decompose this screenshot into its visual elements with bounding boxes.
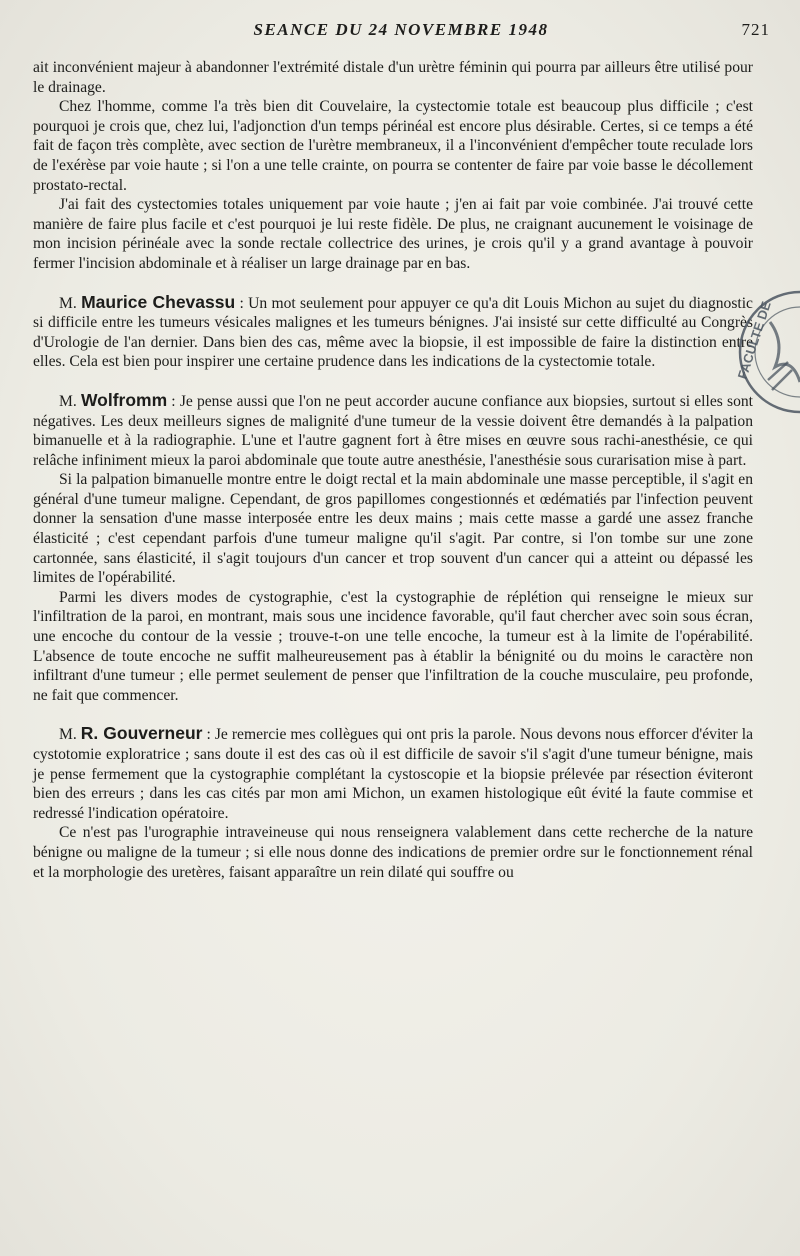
speaker-separator: : <box>235 294 249 312</box>
speaker-name: Maurice Chevassu <box>81 291 236 312</box>
paragraph: J'ai fait des cystectomies totales uniquement par voie haute ; j'en ai fait par voie combinée. J'ai trouvé cette manière de faire plus facile et c'est pourquoi je lui reste fidèle. De plus, ne craignant aucunement le voisinage de mon incision périnéale avec la sonde rectale collectrice des urines, je crois qu'il y a grand avantage à pouvoir fermer l'incision abdominale et à réaliser un large drainage par en bas. <box>33 196 753 272</box>
paragraph: Parmi les divers modes de cystographie, c'est la cystographie de réplétion qui renseigne le mieux sur l'infiltration de la paroi, en montrant, mais sous une incidence favorable, qu'il faut chercher avec soin sous écran, une encoche du contour de la vessie ; trouve-t-on une telle encoche, la tumeur est à la limite de l'opérabilité. L'absence de toute encoche ne suffit malheureusement pas à établir la bénignité ou du moins le caractère non infiltrant d'une tumeur ; elle permet seulement de penser que l'infiltration de la couche musculaire, peu profonde, ne fait que commencer. <box>33 588 753 704</box>
header-title: SEANCE DU 24 NOVEMBRE 1948 <box>253 20 549 39</box>
section-gap <box>33 274 753 293</box>
running-header <box>32 20 770 46</box>
speaker-paragraph <box>33 293 753 372</box>
speaker-name: Wolfromm <box>80 389 168 410</box>
speaker-separator: : <box>202 726 215 744</box>
page-number: 721 <box>741 20 770 39</box>
library-stamp <box>730 262 800 442</box>
speaker-prefix: M. <box>59 392 81 410</box>
speaker-prefix: M. <box>59 294 82 312</box>
speaker-name: R. Gouverneur <box>80 723 203 744</box>
speaker-text: Un mot seulement pour appuyer ce qu'a dit Louis Michon au sujet du diagnostic si difficile entre les tumeurs vésicales malignes et les tumeurs bénignes. J'ai insisté sur cette difficulté au Congrès d'Urologie de l'an dernier. Dans bien des cas, même avec la biopsie, il est impossible de faire la distinction entre elles. Cela est bien pour inspirer une certaine prudence dans les indications de la cystectomie totale. <box>33 294 753 371</box>
speaker-text: Je remercie mes collègues qui ont pris la parole. Nous devons nous efforcer d'éviter la cystotomie exploratrice ; sans doute il est des cas où il est difficile de savoir s'il s'agit d'une tumeur bénigne, mais je pense fermement que la cystographie complétant la cystoscopie et la biopsie prélevée par résection éviteront bien des erreurs ; dans les cas cités par mon ami Michon, un examen histologique eût évité la faute commise et redressé l'indication opératoire. <box>33 726 753 822</box>
paragraph: ait inconvénient majeur à abandonner l'extrémité distale d'un urètre féminin qui pourra par ailleurs être utilisé pour le drainage. <box>33 59 753 96</box>
section-gap <box>33 372 753 391</box>
speaker-text: Je pense aussi que l'on ne peut accorder aucune confiance aux biopsies, surtout si elles sont négatives. Les deux meilleurs signes de malignité d'une tumeur de la vessie doivent être demandés à la palpation bimanuelle et à la radiographie. L'une et l'autre gagnent fort à être mises en œuvre sous rachi-anesthésie, ce qui relâche infiniment mieux la paroi abdominale que toute autre anesthésie, l'anesthésie sous curarisation mise à part. <box>33 392 753 469</box>
speaker-paragraph <box>33 391 753 470</box>
speaker-paragraph <box>33 724 753 823</box>
section-gap <box>33 705 753 724</box>
stamp-text: FACULTE DE <box>734 299 774 381</box>
paragraph: Chez l'homme, comme l'a très bien dit Couvelaire, la cystectomie totale est beaucoup plus difficile ; c'est pourquoi je crois que, chez lui, l'adjonction d'un temps périnéal est encore plus désirable. Certes, si ce temps a été fait de façon très complète, avec section de l'urètre membraneux, il a l'inconvénient d'empêcher toute reculade lors de l'exérèse par voie haute ; si l'on a une telle crainte, on pourra se contenter de faire par voie basse le décollement prostato-rectal. <box>33 98 753 194</box>
paragraph: Si la palpation bimanuelle montre entre le doigt rectal et la main abdominale une masse perceptible, il s'agit en général d'une tumeur maligne. Cependant, de gros papillomes congestionnés et œdématiés par l'infection peuvent donner la sensation d'une masse interposée entre les deux mains ; mais cette masse a gardé une assez franche élasticité ; c'est cependant parfois d'une tumeur maligne qu'il s'agit. Par contre, si l'on tombe sur une zone cartonnée, sans élasticité, il s'agit toujours d'un cancer et trop souvent d'un cancer qui a atteint ou dépassé les limites de l'opérabilité. <box>33 471 753 587</box>
paragraph: Ce n'est pas l'urographie intraveineuse qui nous renseignera valablement dans cette recherche de la nature bénigne ou maligne de la tumeur ; si elle nous donne des indications de premier ordre sur le fonctionnement rénal et la morphologie des uretères, faisant apparaître un rein dilaté qui souffre ou <box>33 824 753 881</box>
body-text <box>33 58 753 882</box>
speaker-separator: : <box>167 392 180 410</box>
speaker-prefix: M. <box>59 726 81 744</box>
